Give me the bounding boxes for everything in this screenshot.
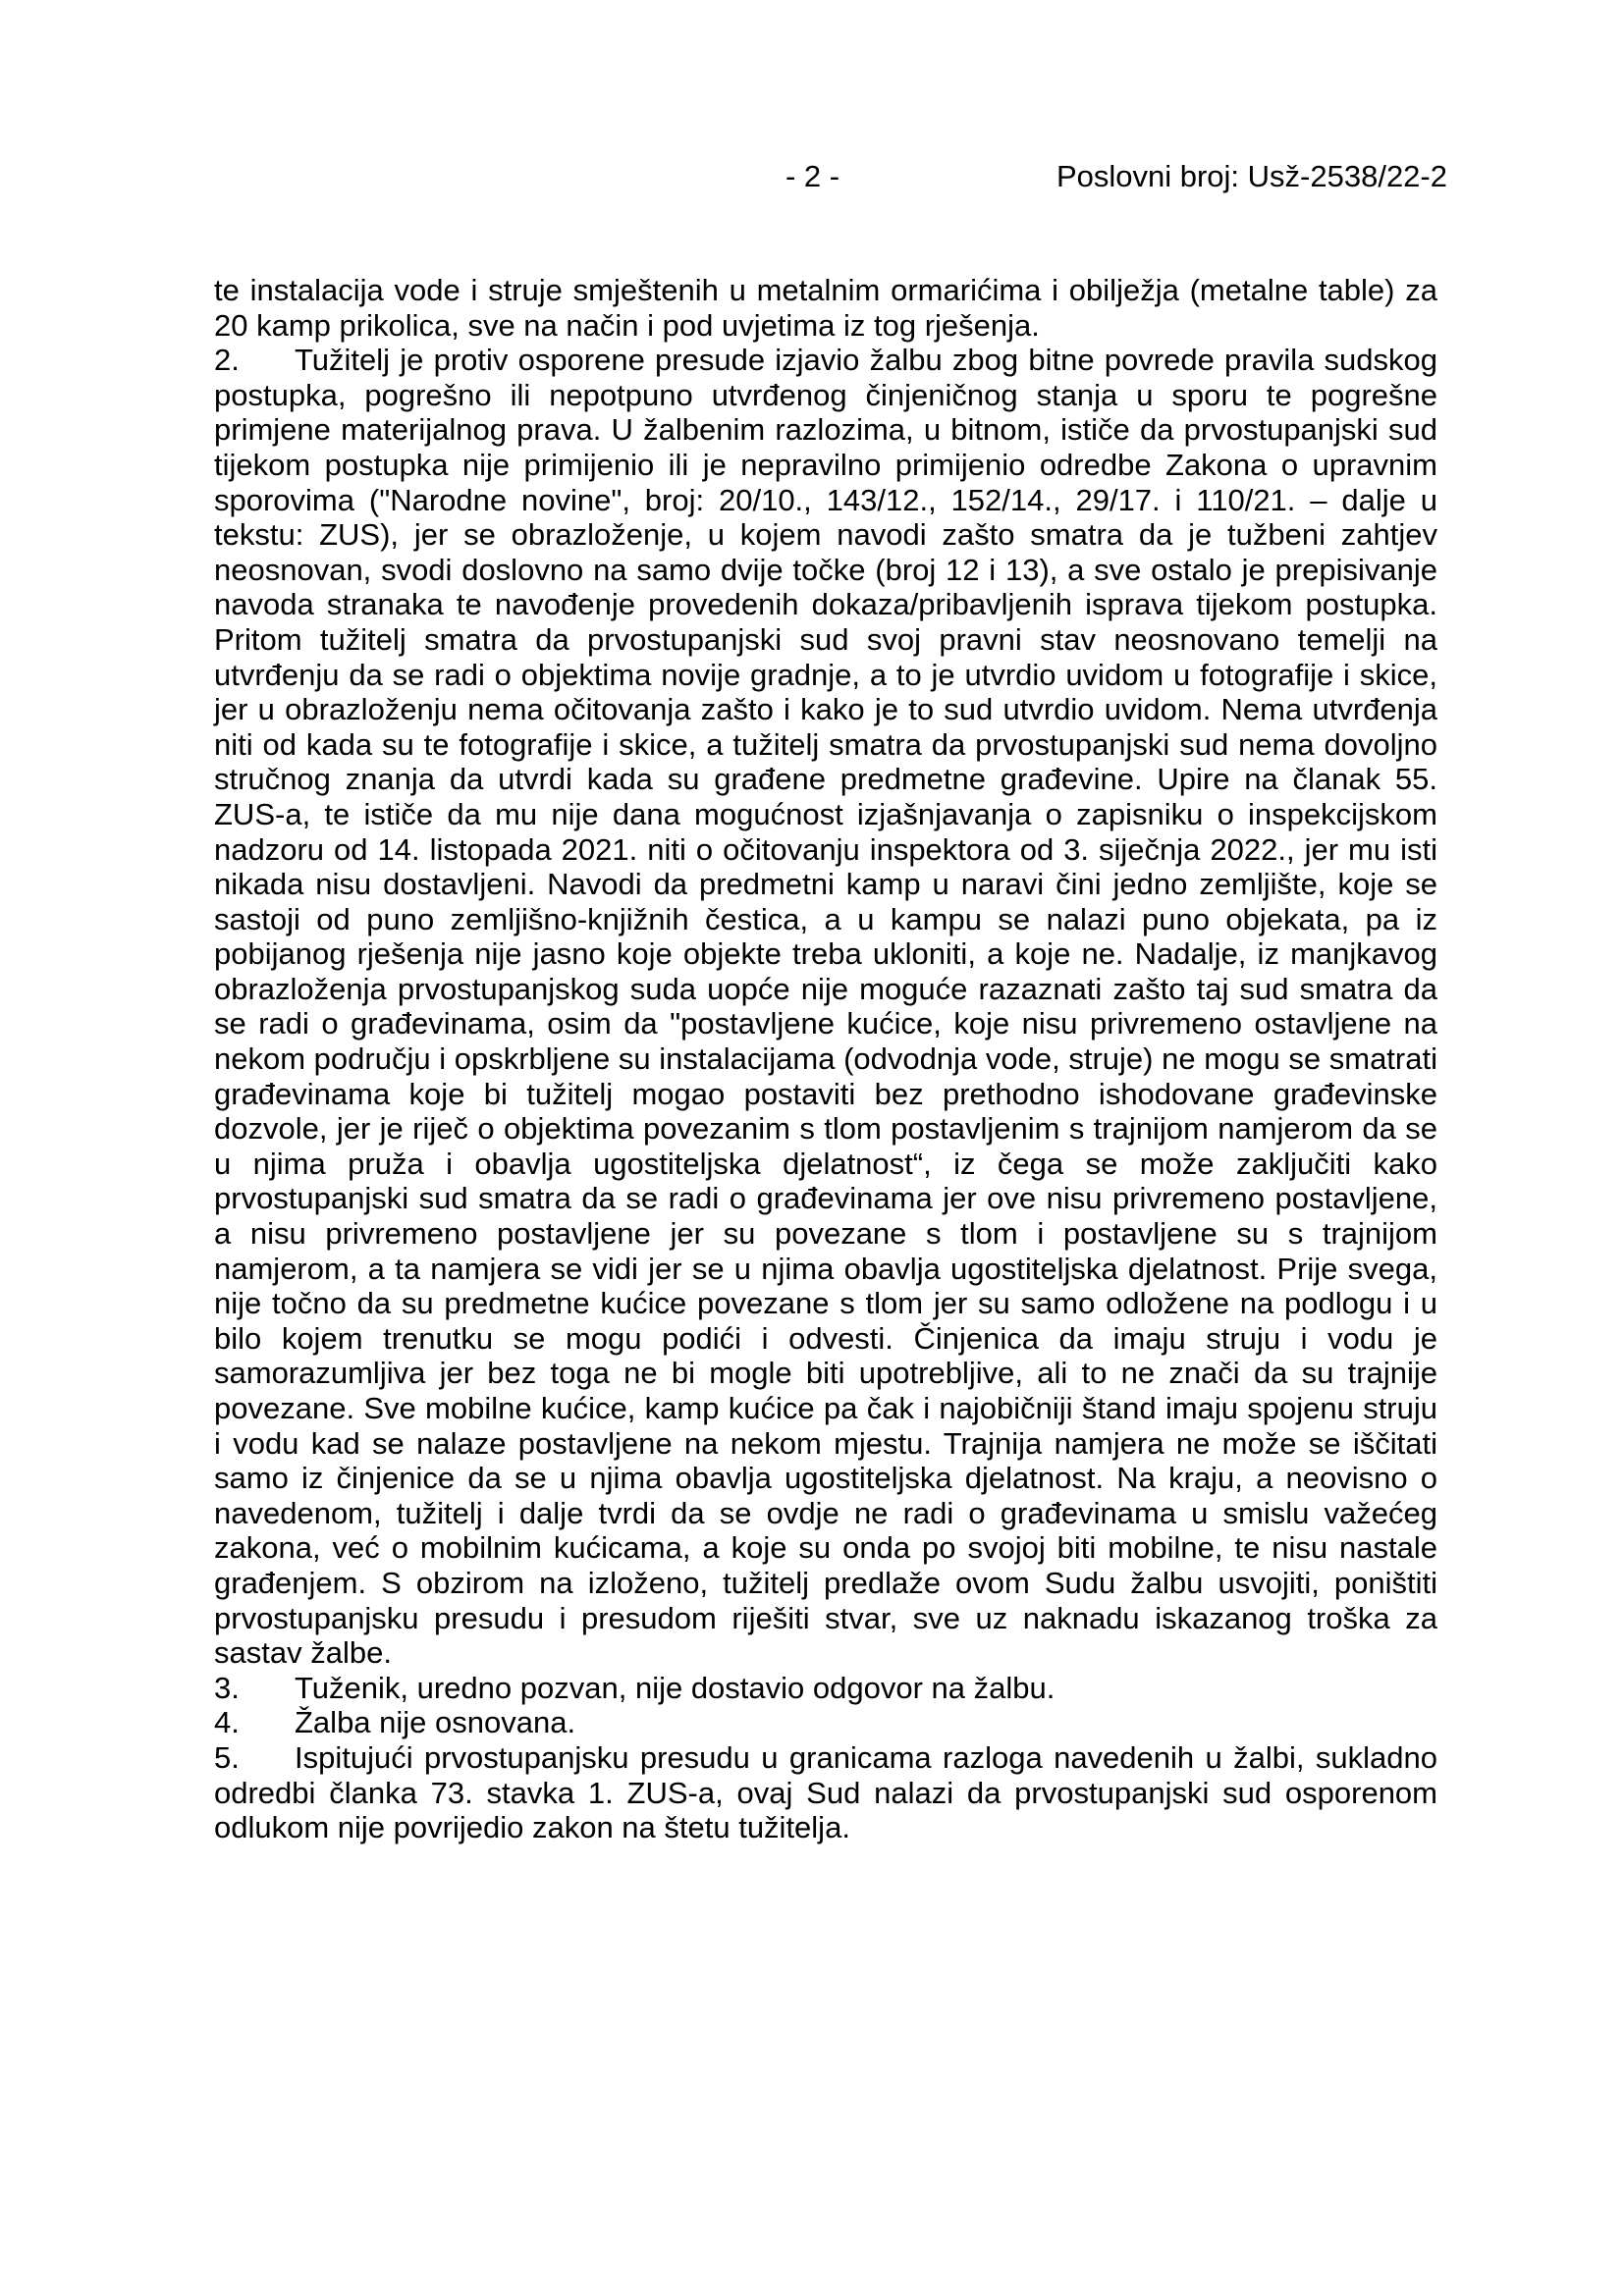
paragraph-5 [214, 1740, 1437, 1845]
paragraph-number: 5. [214, 1739, 240, 1775]
paragraph-number: 4. [214, 1705, 240, 1740]
paragraph-text: Ispitujući prvostupanjsku presudu u granicama razloga navedenih u žalbi, sukladno odredbi članka 73. stavka 1. ZUS-a, ovaj Sud nalazi da prvostupanjski sud osporenom odlukom nije povrijedio zakon na štetu tužitelja. [214, 1739, 1437, 1845]
paragraph-text: Tuženik, uredno pozvan, nije dostavio odgovor na žalbu. [295, 1670, 1056, 1705]
paragraph-2 [214, 343, 1437, 1671]
paragraph-number: 2. [214, 343, 240, 378]
page-header [0, 157, 1624, 196]
paragraph-number: 3. [214, 1670, 240, 1705]
paragraph-text: Tužitelj je protiv osporene presude izjavio žalbu zbog bitne povrede pravila sudskog postupka, pogrešno ili nepotpuno utvrđenog činjeničnog stanja u sporu te pogrešne primjene materijalnog prava. U žalbenim razlozima, u bitnom, ističe da prvostupanjski sud tijekom postupka nije primijenio ili je nepravilno primijenio odredbe Zakona o upravnim sporovima ("Narodne novine", broj: 20/10., 143/12., 152/14., 29/17. i 110/21. – dalje u tekstu: ZUS), jer se obrazloženje, u kojem navodi zašto smatra da je tužbeni zahtjev neosnovan, svodi doslovno na samo dvije točke (broj 12 i 13), a sve ostalo je prepisivanje navoda stranaka te navođenje provedenih dokaza/pribavljenih isprava tijekom postupka. Pritom tužitelj smatra da prvostupanjski sud svoj pravni stav neosnovano temelji na utvrđenju da se radi o objektima novije gradnje, a to je utvrdio uvidom u fotografije i skice, jer u obrazloženju nema očitovanja zašto i kako je to sud utvrdio uvidom. Nema utvrđenja niti od kada su te fotografije i skice, a tužitelj smatra da prvostupanjski sud nema dovoljno stručnog znanja da utvrdi kada su građene predmetne građevine. Upire na članak 55. ZUS-a, te ističe da mu nije dana mogućnost izjašnjavanja o zapisniku o inspekcijskom nadzoru od 14. listopada 2021. niti o očitovanju inspektora od 3. siječnja 2022., jer mu isti nikada nisu dostavljeni. Navodi da predmetni kamp u naravi čini jedno zemljište, koje se sastoji od puno zemljišno-knjižnih čestica, a u kampu se nalazi puno objekata, pa iz pobijanog rješenja nije jasno koje objekte treba ukloniti, a koje ne. Nadalje, iz manjkavog obrazloženja prvostupanjskog suda uopće nije moguće razaznati zašto taj sud smatra da se radi o građevinama, osim da "postavljene kućice, koje nisu privremeno ostavljene na nekom području i opskrbljene su instalacijama (odvodnja vode, struje) ne mogu se smatrati građevinama koje bi tužitelj mogao postaviti bez prethodno ishodovane građevinske dozvole, jer je riječ o objektima povezanim s tlom postavljenim s trajnijom namjerom da se u njima pruža i obavlja ugostiteljska djelatnost“, iz čega se može zaključiti kako prvostupanjski sud smatra da se radi o građevinama jer ove nisu privremeno postavljene, a nisu privremeno postavljene jer su povezane s tlom i postavljene su s trajnijom namjerom, a ta namjera se vidi jer se u njima obavlja ugostiteljska djelatnost. Prije svega, nije točno da su predmetne kućice povezane s tlom jer su samo odložene na podlogu i u bilo kojem trenutku se mogu podići i odvesti. Činjenica da imaju struju i vodu je samorazumljiva jer bez toga ne bi mogle biti upotrebljive, ali to ne znači da su trajnije povezane. Sve mobilne kućice, kamp kućice pa čak i najobičniji štand imaju spojenu struju i vodu kad se nalaze postavljene na nekom mjestu. Trajnija namjera ne može se iščitati samo iz činjenice da se u njima obavlja ugostiteljska djelatnost. Na kraju, a neovisno o navedenom, tužitelj i dalje tvrdi da se ovdje ne radi o građevinama u smislu važećeg zakona, već o mobilnim kućicama, a koje su onda po svojoj biti mobilne, te nisu nastale građenjem. S obzirom na izloženo, tužitelj predlaže ovom Sudu žalbu usvojiti, poništiti prvostupanjsku presudu i presudom riješiti stvar, sve uz naknadu iskazanog troška za sastav žalbe. [214, 343, 1437, 1671]
paragraph-text: Žalba nije osnovana. [295, 1705, 576, 1740]
document-body [214, 273, 1437, 1845]
paragraph-4 [214, 1705, 1437, 1740]
paragraph-text: te instalacija vode i struje smještenih u metalnim ormarićima i obilježja (metalne table) za 20 kamp prikolica, sve na način i pod uvjetima iz tog rješenja. [214, 273, 1437, 343]
paragraph-continuation [214, 273, 1437, 343]
case-number: Poslovni broj: Usž-2538/22-2 [1056, 159, 1447, 193]
page-number: - 2 - [785, 159, 840, 193]
paragraph-3 [214, 1671, 1437, 1706]
